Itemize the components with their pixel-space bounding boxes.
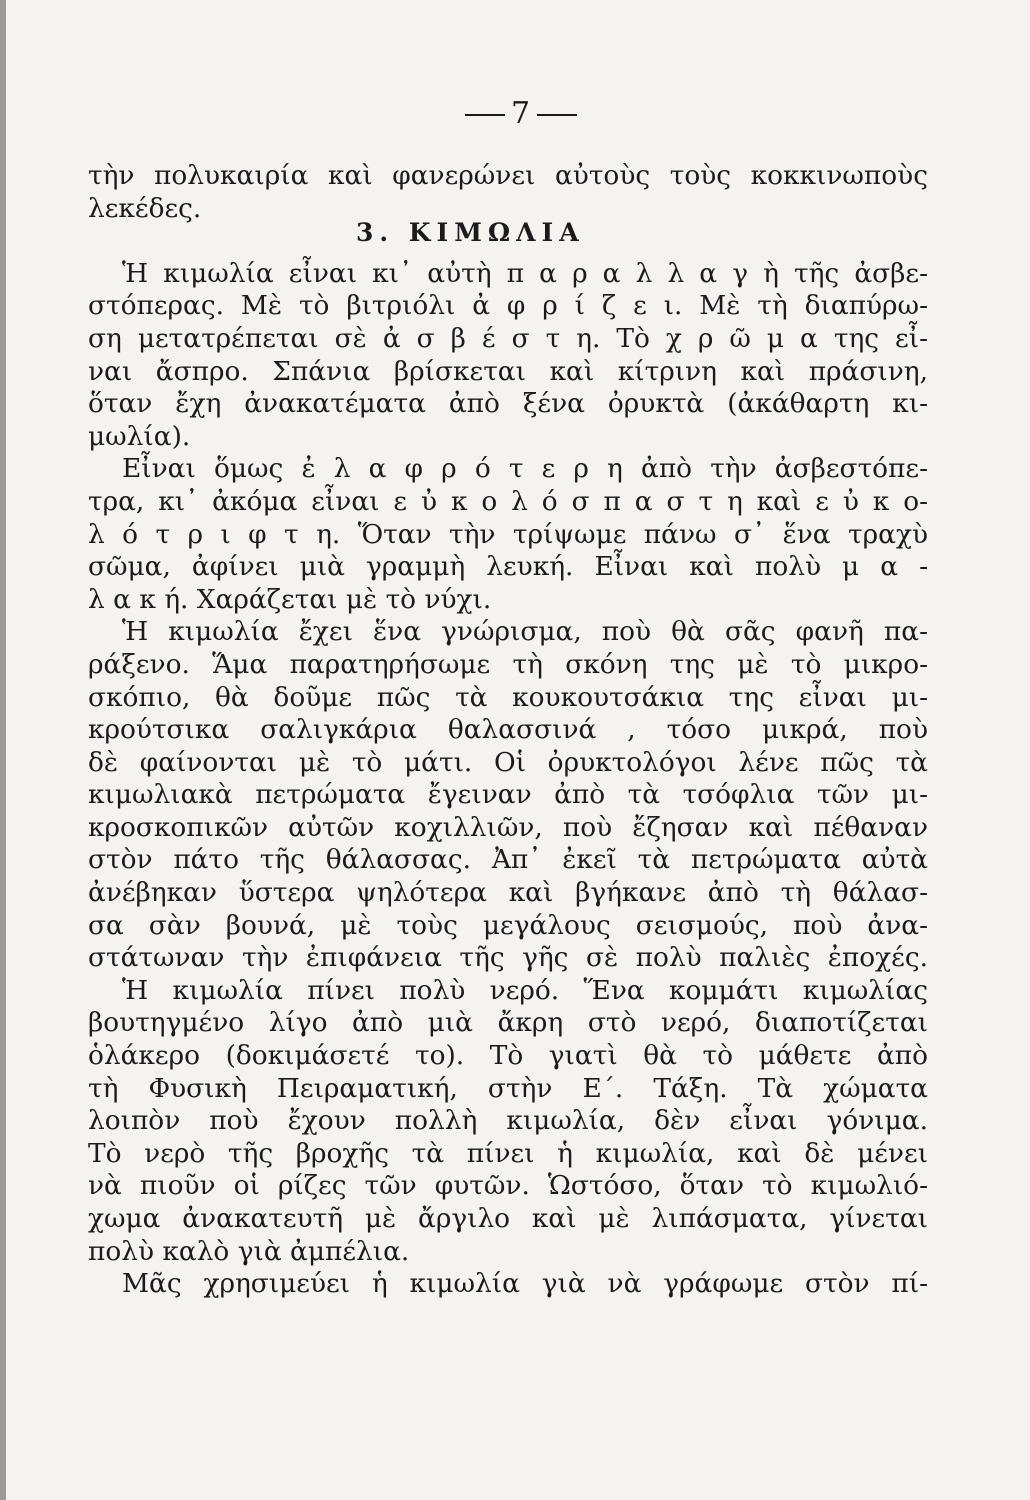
text-line: λ α κ ή. Χαράζεται μὲ τὸ νύχι.: [88, 583, 492, 615]
text-line: στόπερας. Μὲ τὸ βιτριόλι ἀ φ ρ ί ζ ε ι. Μὲ τὴ διαπύρω-: [88, 290, 928, 322]
text-line: λ ό τ ρ ι φ τ η. Ὅταν τὴν τρίψωμε πάνω σ᾿ ἕνα τραχὺ: [88, 518, 928, 550]
text-line: πολὺ καλὸ γιὰ ἀμπέλια.: [88, 1235, 410, 1267]
text-line: μωλία).: [88, 420, 191, 452]
text-line: στάτωναν τὴν ἐπιφάνεια τῆς γῆς σὲ πολὺ παλιὲς ἐποχές.: [88, 942, 928, 974]
text-line: δὲ φαίνονται μὲ τὸ μάτι. Οἱ ὀρυκτολόγοι λένε πῶς τὰ: [88, 746, 928, 778]
text-line: [88, 225, 928, 258]
text-line: λεκέδες.: [88, 192, 202, 224]
text-line: νὰ πιοῦν οἱ ρίζες τῶν φυτῶν. Ὡστόσο, ὅταν τὸ κιμωλιό-: [88, 1170, 928, 1202]
text-line: Μᾶς χρησιμεύει ἡ κιμωλία γιὰ νὰ γράφωμε στὸν πί-: [122, 1268, 928, 1300]
text-line: τρα, κι᾿ ἀκόμα εἶναι ε ὐ κ ο λ ό σ π α σ τ η καὶ ε ὐ κ ο-: [88, 485, 928, 517]
text-line: ὁλάκερο (δοκιμάσετέ το). Τὸ γιατὶ θὰ τὸ μάθετε ἀπὸ: [88, 1040, 928, 1072]
text-line: σα σὰν βουνά, μὲ τοὺς μεγάλους σεισμούς, ποὺ ἀνα-: [88, 909, 928, 941]
text-line: ναι ἄσπρο. Σπάνια βρίσκεται καὶ κίτρινη καὶ πράσινη,: [88, 355, 928, 387]
text-line: τὴ Φυσικὴ Πειραματική, στὴν Ε΄. Τάξη. Τὰ χώματα: [88, 1072, 928, 1104]
text-line: βουτηγμένο λίγο ἀπὸ μιὰ ἄκρη στὸ νερό, διαποτίζεται: [88, 1007, 928, 1039]
text-line: λοιπὸν ποὺ ἔχουν πολλὴ κιμωλία, δὲν εἶναι γόνιμα.: [88, 1105, 928, 1137]
text-line: κροσκοπικῶν αὐτῶν κοχιλλιῶν, ποὺ ἔζησαν καὶ πέθαναν: [88, 811, 928, 843]
text-line: Τὸ νερὸ τῆς βροχῆς τὰ πίνει ἡ κιμωλία, καὶ δὲ μένει: [88, 1137, 928, 1169]
text-line: τὴν πολυκαιρία καὶ φανερώνει αὐτοὺς τοὺς κοκκινωποὺς: [88, 160, 928, 191]
dash-left: [465, 114, 505, 116]
text-line: κιμωλιακὰ πετρώματα ἔγειναν ἀπὸ τὰ τσόφλια τῶν μι-: [88, 779, 928, 811]
text-line: Ἡ κιμωλία ἔχει ἕνα γνώρισμα, ποὺ θὰ σᾶς φανῆ πα-: [122, 616, 928, 648]
text-line: χωμα ἀνακατευτῆ μὲ ἄργιλο καὶ μὲ λιπάσματα, γίνεται: [88, 1203, 928, 1234]
text-line: ὅταν ἔχη ἀνακατέματα ἀπὸ ξένα ὀρυκτὰ (ἀκάθαρτη κι-: [88, 388, 928, 420]
section-heading: 3. ΚΙΜΩΛΙΑ: [356, 218, 585, 247]
text-line: σῶμα, ἀφίνει μιὰ γραμμὴ λευκή. Εἶναι καὶ πολὺ μ α -: [88, 551, 928, 583]
text-line: Εἶναι ὅμως ἐ λ α φ ρ ό τ ε ρ η ἀπὸ τὴν ἀσβεστόπε-: [122, 453, 928, 485]
page-number: [6, 96, 1030, 131]
text-line: Ἡ κιμωλία εἶναι κι᾿ αὐτὴ π α ρ α λ λ α γ ὴ τῆς ἀσβε-: [122, 257, 928, 289]
text-line: ἀνέβηκαν ὕστερα ψηλότερα καὶ βγήκανε ἀπὸ τὴ θάλασ-: [88, 877, 928, 909]
dash-right: [537, 114, 577, 116]
page-number-value: 7: [510, 96, 532, 131]
text-line: σκόπιο, θὰ δοῦμε πῶς τὰ κουκουτσάκια της εἶναι μι-: [88, 681, 928, 713]
text-line: ράξενο. Ἅμα παρατηρήσωμε τὴ σκόνη της μὲ τὸ μικρο-: [88, 648, 928, 680]
text-line: ση μετατρέπεται σὲ ἀ σ β έ σ τ η. Τὸ χ ρ ῶ μ α της εἶ-: [88, 322, 928, 354]
body-text: [88, 160, 928, 1301]
text-line: στὸν πάτο τῆς θάλασσας. Ἀπ᾿ ἐκεῖ τὰ πετρώματα αὐτὰ: [88, 844, 928, 876]
text-line: Ἡ κιμωλία πίνει πολὺ νερό. Ἕνα κομμάτι κιμωλίας: [122, 974, 928, 1006]
text-line: κρούτσικα σαλιγκάρια θαλασσινά , τόσο μικρά, ποὺ: [88, 714, 928, 746]
